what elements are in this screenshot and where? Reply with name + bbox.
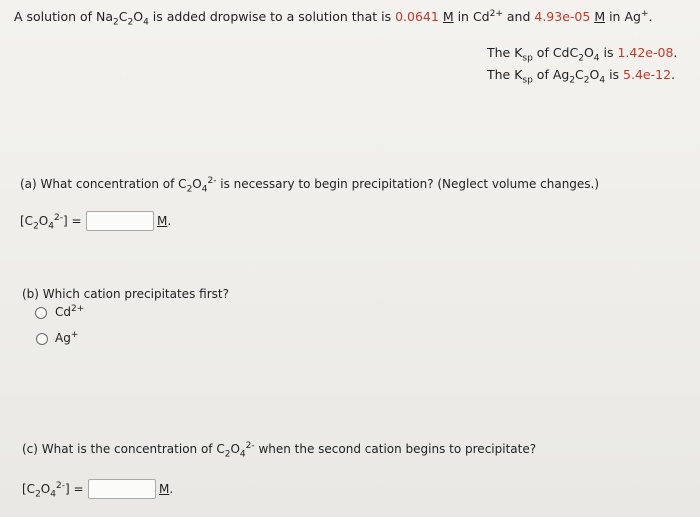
charge-superscript: 2- (55, 481, 65, 491)
subscript: sp (522, 53, 533, 64)
subscript: 4 (239, 449, 246, 460)
radio-ag[interactable] (36, 333, 48, 345)
ksp-text: of Ag (532, 67, 570, 82)
subscript: 4 (599, 75, 606, 86)
subscript: 4 (48, 221, 54, 232)
unit-dot: . (167, 214, 172, 228)
charge-superscript: 2+ (489, 8, 503, 19)
ag-concentration: 4.93e-05 (534, 9, 591, 24)
intro-text: in Ag (605, 9, 641, 24)
label-text: [C (22, 482, 36, 496)
ksp-text: O (583, 45, 594, 60)
unit-dot: . (169, 482, 174, 496)
label-text: O (40, 482, 51, 496)
intro-text: in Cd (453, 9, 490, 24)
molar-unit: M (157, 214, 168, 228)
part-c-concentration-input[interactable] (88, 479, 156, 499)
intro-text: A solution of Na (14, 9, 114, 24)
subscript: 2 (224, 449, 231, 460)
option-cd-label (55, 305, 84, 319)
part-a-unit (157, 214, 171, 228)
subscript: 4 (50, 489, 56, 500)
molar-unit: M (159, 482, 170, 496)
question-text: O (230, 442, 240, 456)
charge-superscript: + (640, 8, 649, 19)
ksp-text: of CdC (532, 45, 579, 60)
question-text: when the second cation begins to precipitate? (254, 442, 537, 456)
subscript: 4 (593, 53, 600, 64)
ksp-text: The K (487, 67, 523, 82)
ksp-ag-line (487, 67, 676, 86)
ksp-text: is (599, 45, 618, 60)
ksp-text: . (673, 45, 678, 60)
intro-text: O (133, 9, 144, 24)
ksp-ag-value: 5.4e-12 (623, 67, 672, 82)
charge-superscript: 2+ (71, 304, 85, 314)
option-text: Ag (55, 331, 71, 345)
ksp-text: C (575, 67, 584, 82)
part-a-answer-label (20, 213, 82, 232)
option-ag-label (55, 331, 78, 345)
cd-concentration: 0.0641 (395, 9, 439, 24)
label-text: O (38, 214, 49, 228)
subscript: 2 (583, 75, 590, 86)
label-text: ] = (64, 482, 84, 496)
subscript: 2 (186, 184, 193, 195)
label-text: [C (20, 214, 34, 228)
part-c-question (22, 441, 537, 460)
question-text: O (192, 177, 202, 191)
question-text: (c) What is the concentration of C (22, 442, 225, 456)
intro-text: is added dropwise to a solution that is (148, 9, 396, 24)
subscript: 2 (35, 489, 41, 500)
subscript: 2 (33, 221, 39, 232)
question-text: is necessary to begin precipitation? (Neglect volume changes.) (216, 177, 600, 191)
radio-cd[interactable] (35, 307, 47, 319)
subscript: 2 (127, 17, 134, 28)
subscript: 2 (578, 53, 584, 64)
ksp-text: is (605, 67, 624, 82)
intro-text: C (118, 9, 128, 24)
subscript: sp (522, 75, 533, 86)
molar-unit: M (442, 9, 454, 24)
option-text: Cd (55, 305, 71, 319)
charge-superscript: 2- (245, 441, 255, 451)
subscript: 2 (113, 17, 119, 28)
ksp-cd-line (487, 45, 678, 64)
ksp-text: . (671, 67, 676, 82)
part-a-question (20, 176, 600, 195)
ksp-text: O (589, 67, 600, 82)
problem-statement (14, 8, 653, 28)
charge-superscript: + (70, 330, 79, 340)
intro-text: . (648, 9, 653, 24)
subscript: 4 (201, 184, 208, 195)
charge-superscript: 2- (207, 176, 217, 186)
subscript: 2 (569, 75, 576, 86)
subscript: 4 (143, 17, 149, 28)
part-b-question: (b) Which cation precipitates first? (22, 287, 229, 301)
ksp-text: The K (487, 45, 523, 60)
part-c-unit (159, 482, 173, 496)
molar-unit: M (594, 9, 606, 24)
part-a-concentration-input[interactable] (86, 211, 154, 231)
intro-text: and (502, 9, 535, 24)
ksp-cd-value: 1.42e-08 (617, 45, 674, 60)
label-text: ] = (62, 214, 82, 228)
part-c-answer-label (22, 481, 84, 500)
question-text: (a) What concentration of C (20, 177, 187, 191)
charge-superscript: 2- (53, 213, 63, 223)
